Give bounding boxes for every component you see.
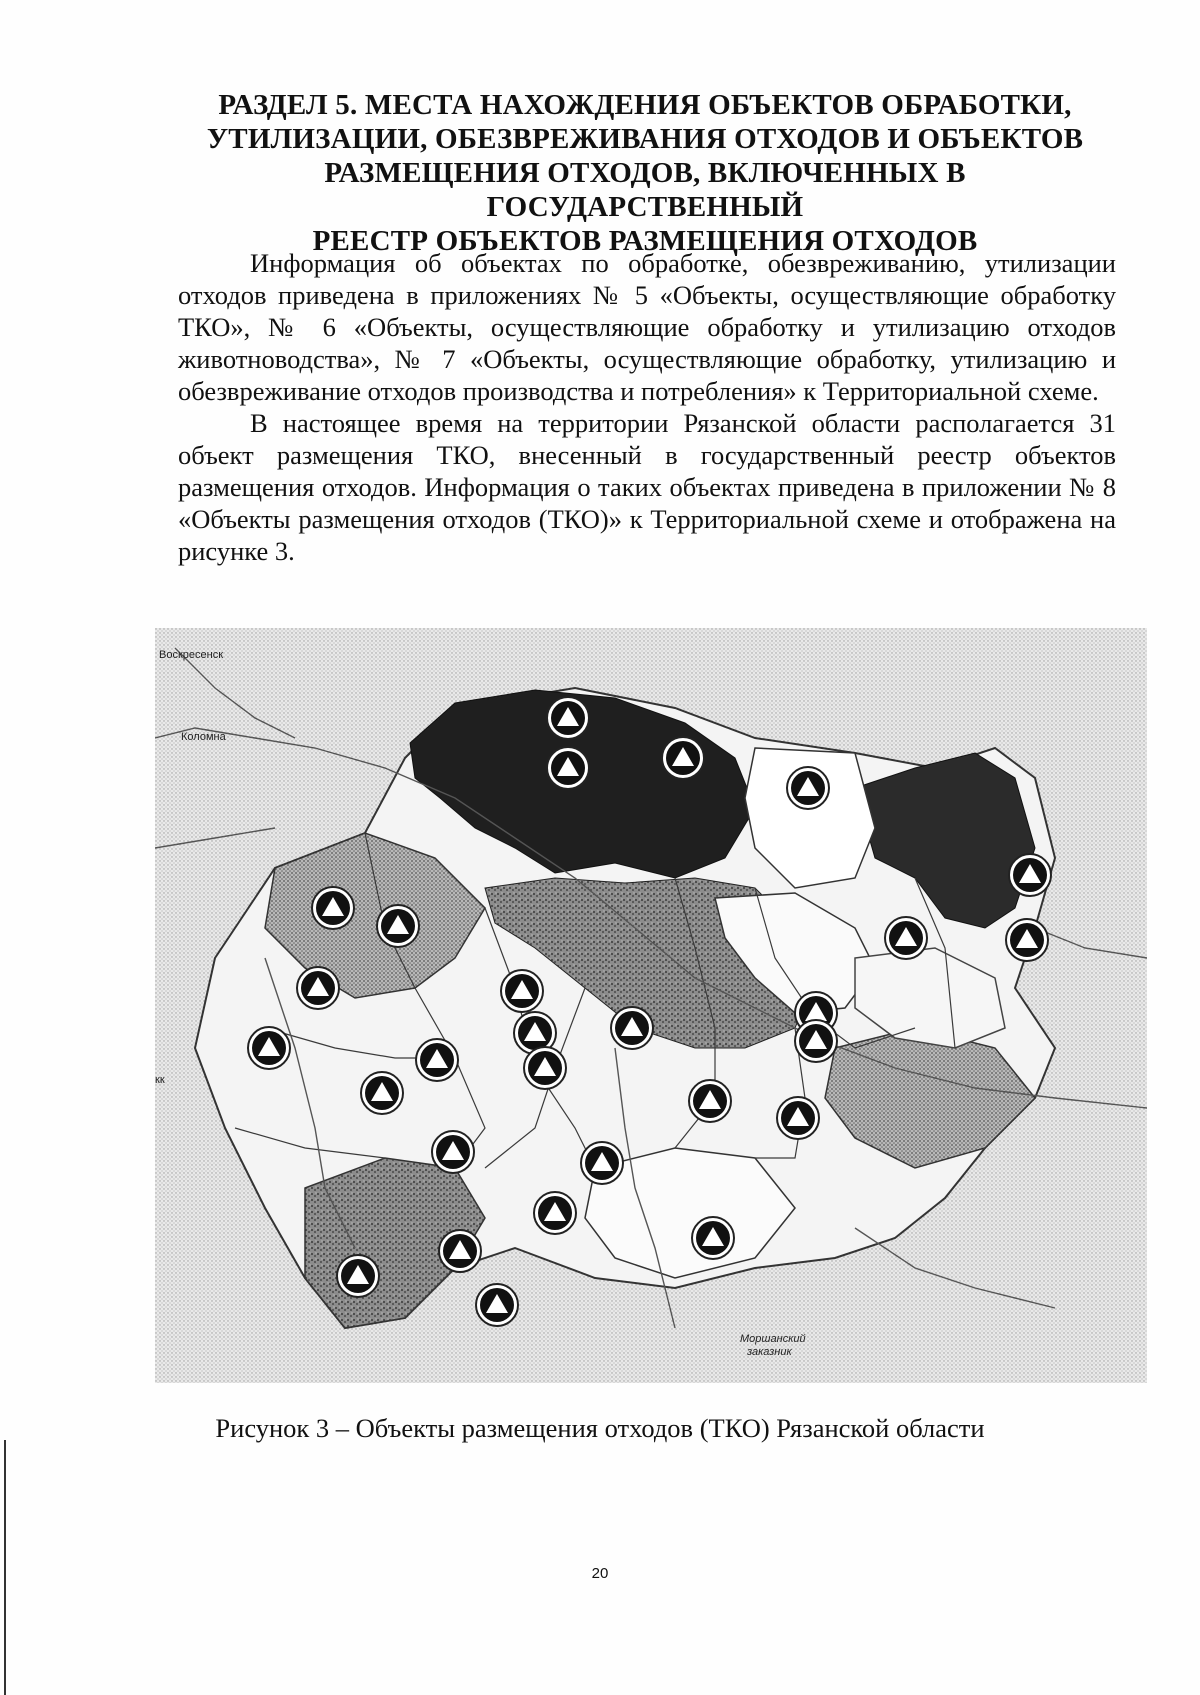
heading-line-2: УТИЛИЗАЦИИ, ОБЕЗВРЕЖИВАНИЯ ОТХОДОВ И ОБЪЕКТОВ <box>206 123 1084 155</box>
marker-23 <box>581 1142 623 1184</box>
marker-2 <box>547 747 589 789</box>
page-number: 20 <box>591 1565 609 1582</box>
label-morshansky-1: Моршанский <box>740 1333 806 1345</box>
paragraph-2: В настоящее время на территории Рязанской области располагается 31 объект размещения ТКО, внесенный в государственный реестр объектов размещения отходов. Информация о таких объектах приведена в приложении № 8 «Объекты размещения отходов (ТКО)» к Территориальной схеме и отображена на рисунке 3. <box>178 408 1116 566</box>
marker-11 <box>501 970 543 1012</box>
marker-15 <box>795 1020 837 1062</box>
marker-21 <box>777 1097 819 1139</box>
heading-line-3: РАЗМЕЩЕНИЯ ОТХОДОВ, ВКЛЮЧЕННЫХ В ГОСУДАРСТВЕННЫЙ <box>324 157 966 223</box>
marker-4 <box>787 767 829 809</box>
heading-line-1: РАЗДЕЛ 5. МЕСТА НАХОЖДЕНИЯ ОБЪЕКТОВ ОБРАБОТКИ, <box>218 89 1072 121</box>
marker-1 <box>547 697 589 739</box>
marker-5 <box>1009 854 1051 896</box>
marker-22 <box>432 1131 474 1173</box>
figure-caption: Рисунок 3 – Объекты размещения отходов (ТКО) Рязанской области <box>215 1413 985 1443</box>
marker-25 <box>692 1217 734 1259</box>
marker-17 <box>416 1039 458 1081</box>
marker-20 <box>689 1080 731 1122</box>
section-heading <box>170 88 1120 258</box>
label-morshansky-2: заказник <box>747 1346 792 1358</box>
marker-28 <box>476 1284 518 1326</box>
region-map <box>155 628 1147 1383</box>
marker-16 <box>248 1027 290 1069</box>
heading-line-4: РЕЕСТР ОБЪЕКТОВ РАЗМЕЩЕНИЯ ОТХОДОВ <box>312 225 978 257</box>
marker-18 <box>524 1047 566 1089</box>
body-text <box>178 247 1116 567</box>
marker-8 <box>885 917 927 959</box>
marker-6 <box>312 887 354 929</box>
label-left-edge: кк <box>155 1074 165 1086</box>
marker-24 <box>534 1192 576 1234</box>
marker-27 <box>337 1255 379 1297</box>
label-voskresensk: Воскресенск <box>159 649 224 661</box>
marker-13 <box>611 1007 653 1049</box>
marker-7 <box>377 905 419 947</box>
marker-3 <box>662 737 704 779</box>
marker-26 <box>439 1230 481 1272</box>
paragraph-1: Информация об объектах по обработке, обезвреживанию, утилизации отходов приведена в приложениях № 5 «Объекты, осуществляющие обработку ТКО», № 6 «Объекты, осуществляющие обработку и утилизацию отходов животноводства», № 7 «Объекты, осуществляющие обработку, утилизацию и обезвреживание отходов производства и потребления» к Территориальной схеме. <box>178 248 1116 406</box>
marker-19 <box>361 1072 403 1114</box>
marker-10 <box>297 967 339 1009</box>
label-kolomna: Коломна <box>181 731 226 743</box>
marker-9 <box>1006 919 1048 961</box>
